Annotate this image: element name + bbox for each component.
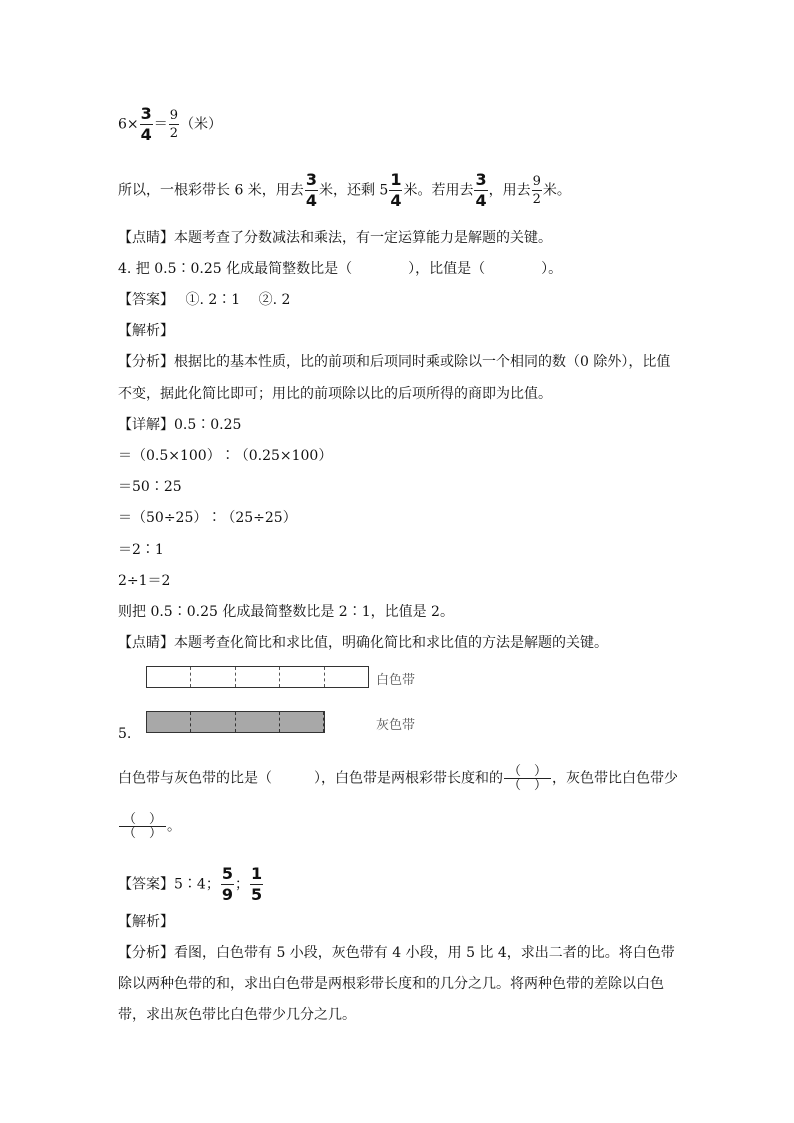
q5-answer-prefix: 【答案】5∶4； — [118, 876, 220, 893]
white-strip-segment — [236, 667, 280, 687]
q5-answer — [118, 866, 264, 903]
grey-strip-figure — [146, 711, 325, 733]
q5-question — [118, 765, 678, 792]
fraction-remaining: $\frac{1}{4}$ — [390, 170, 402, 210]
answer-fraction-one-fifth: $\frac{1}{5}$ — [250, 864, 263, 904]
white-strip-label: 白色带 — [376, 673, 416, 688]
q4-conclusion: 则把 0.5∶0.25 化成最简整数比是 2∶1，比值是 2。 — [118, 604, 454, 620]
q4-comment: 【点睛】本题考查化简比和求比值，明确化简比和求比值的方法是解题的关键。 — [118, 635, 608, 651]
grey-strip-segment — [236, 712, 280, 732]
q5-analysis-heading: 【解析】 — [118, 914, 174, 930]
q5-answer-separator: ； — [234, 876, 249, 893]
answer-fraction-five-ninths: $\frac{5}{9}$ — [221, 864, 233, 904]
fraction-used: $\frac{3}{4}$ — [305, 170, 317, 210]
fraction-nine-halves: $\frac{9}{2}$ — [169, 108, 179, 141]
white-strip-figure — [146, 666, 369, 688]
blank-fraction-2: $\frac{( )}{( )}$ — [119, 813, 166, 840]
q4-step-3: ＝（50÷25）∶（25÷25） — [118, 510, 297, 526]
summary-text-4: ，用去 — [488, 182, 531, 199]
q4-question: 4. 把 0.5∶0.25 化成最简整数比是（ ），比值是（ ）。 — [118, 261, 563, 277]
blank-fraction-1: $\frac{( )}{( )}$ — [504, 765, 551, 792]
q5-number: 5. — [118, 726, 132, 742]
calc-line — [118, 106, 222, 143]
summary-text-2: 米，还剩 5 — [318, 182, 389, 199]
summary-text-3: 米。若用去 — [403, 182, 474, 199]
q4-detail-heading: 【详解】0.5∶0.25 — [118, 417, 242, 433]
q5-question-text-2: ，灰色带比白色带少 — [552, 770, 679, 787]
q4-step-1: ＝（0.5×100）∶（0.25×100） — [118, 448, 333, 464]
q4-analysis-heading: 【解析】 — [118, 323, 174, 339]
summary-text-5: 米。 — [542, 182, 571, 199]
q4-step-5: 2÷1＝2 — [118, 573, 171, 589]
q4-step-2: ＝50∶25 — [118, 479, 182, 495]
white-strip-segment — [325, 667, 368, 687]
comment-1: 【点睛】本题考查了分数减法和乘法，有一定运算能力是解题的关键。 — [118, 230, 552, 246]
q5-question-cont — [118, 813, 181, 840]
equals-sign: ＝ — [153, 116, 168, 133]
q5-question-text-3: 。 — [167, 818, 182, 835]
white-strip-segment — [147, 667, 191, 687]
summary-text-1: 所以，一根彩带长 6 米，用去 — [118, 182, 304, 199]
q4-step-4: ＝2∶1 — [118, 542, 164, 558]
grey-strip-segment — [191, 712, 235, 732]
white-strip-segment — [280, 667, 324, 687]
calc-lead: 6× — [118, 116, 139, 133]
grey-strip-segment — [147, 712, 191, 732]
q5-analysis-p3: 带，求出灰色带比白色带少几分之几。 — [118, 1007, 356, 1023]
q4-analysis-p1: 【分析】根据比的基本性质，比的前项和后项同时乘或除以一个相同的数（0 除外），比值 — [118, 354, 671, 370]
grey-strip-label: 灰色带 — [376, 718, 416, 733]
q5-question-text-1: 白色带与灰色带的比是（ ），白色带是两根彩带长度和的 — [118, 770, 503, 787]
q5-analysis-p2: 除以两种色带的和，求出白色带是两根彩带长度和的几分之几。将两种色带的差除以白色 — [118, 976, 664, 992]
calc-unit: （米） — [180, 116, 223, 133]
fraction-used-2: $\frac{3}{4}$ — [475, 170, 487, 210]
q4-answer: 【答案】 ①. 2∶1 ②. 2 — [118, 292, 291, 308]
fraction-nine-halves-2: $\frac{9}{2}$ — [532, 174, 541, 207]
grey-strip-segment — [280, 712, 324, 732]
white-strip-segment — [191, 667, 235, 687]
q5-analysis-p1: 【分析】看图，白色带有 5 小段，灰色带有 4 小段，用 5 比 4，求出二者的比。将白色带 — [118, 945, 675, 961]
fraction-three-quarters: $\frac{3}{4}$ — [140, 104, 152, 144]
q4-analysis-p2: 不变，据此化简比即可；用比的前项除以比的后项所得的商即为比值。 — [118, 386, 552, 402]
summary-line — [118, 172, 571, 209]
